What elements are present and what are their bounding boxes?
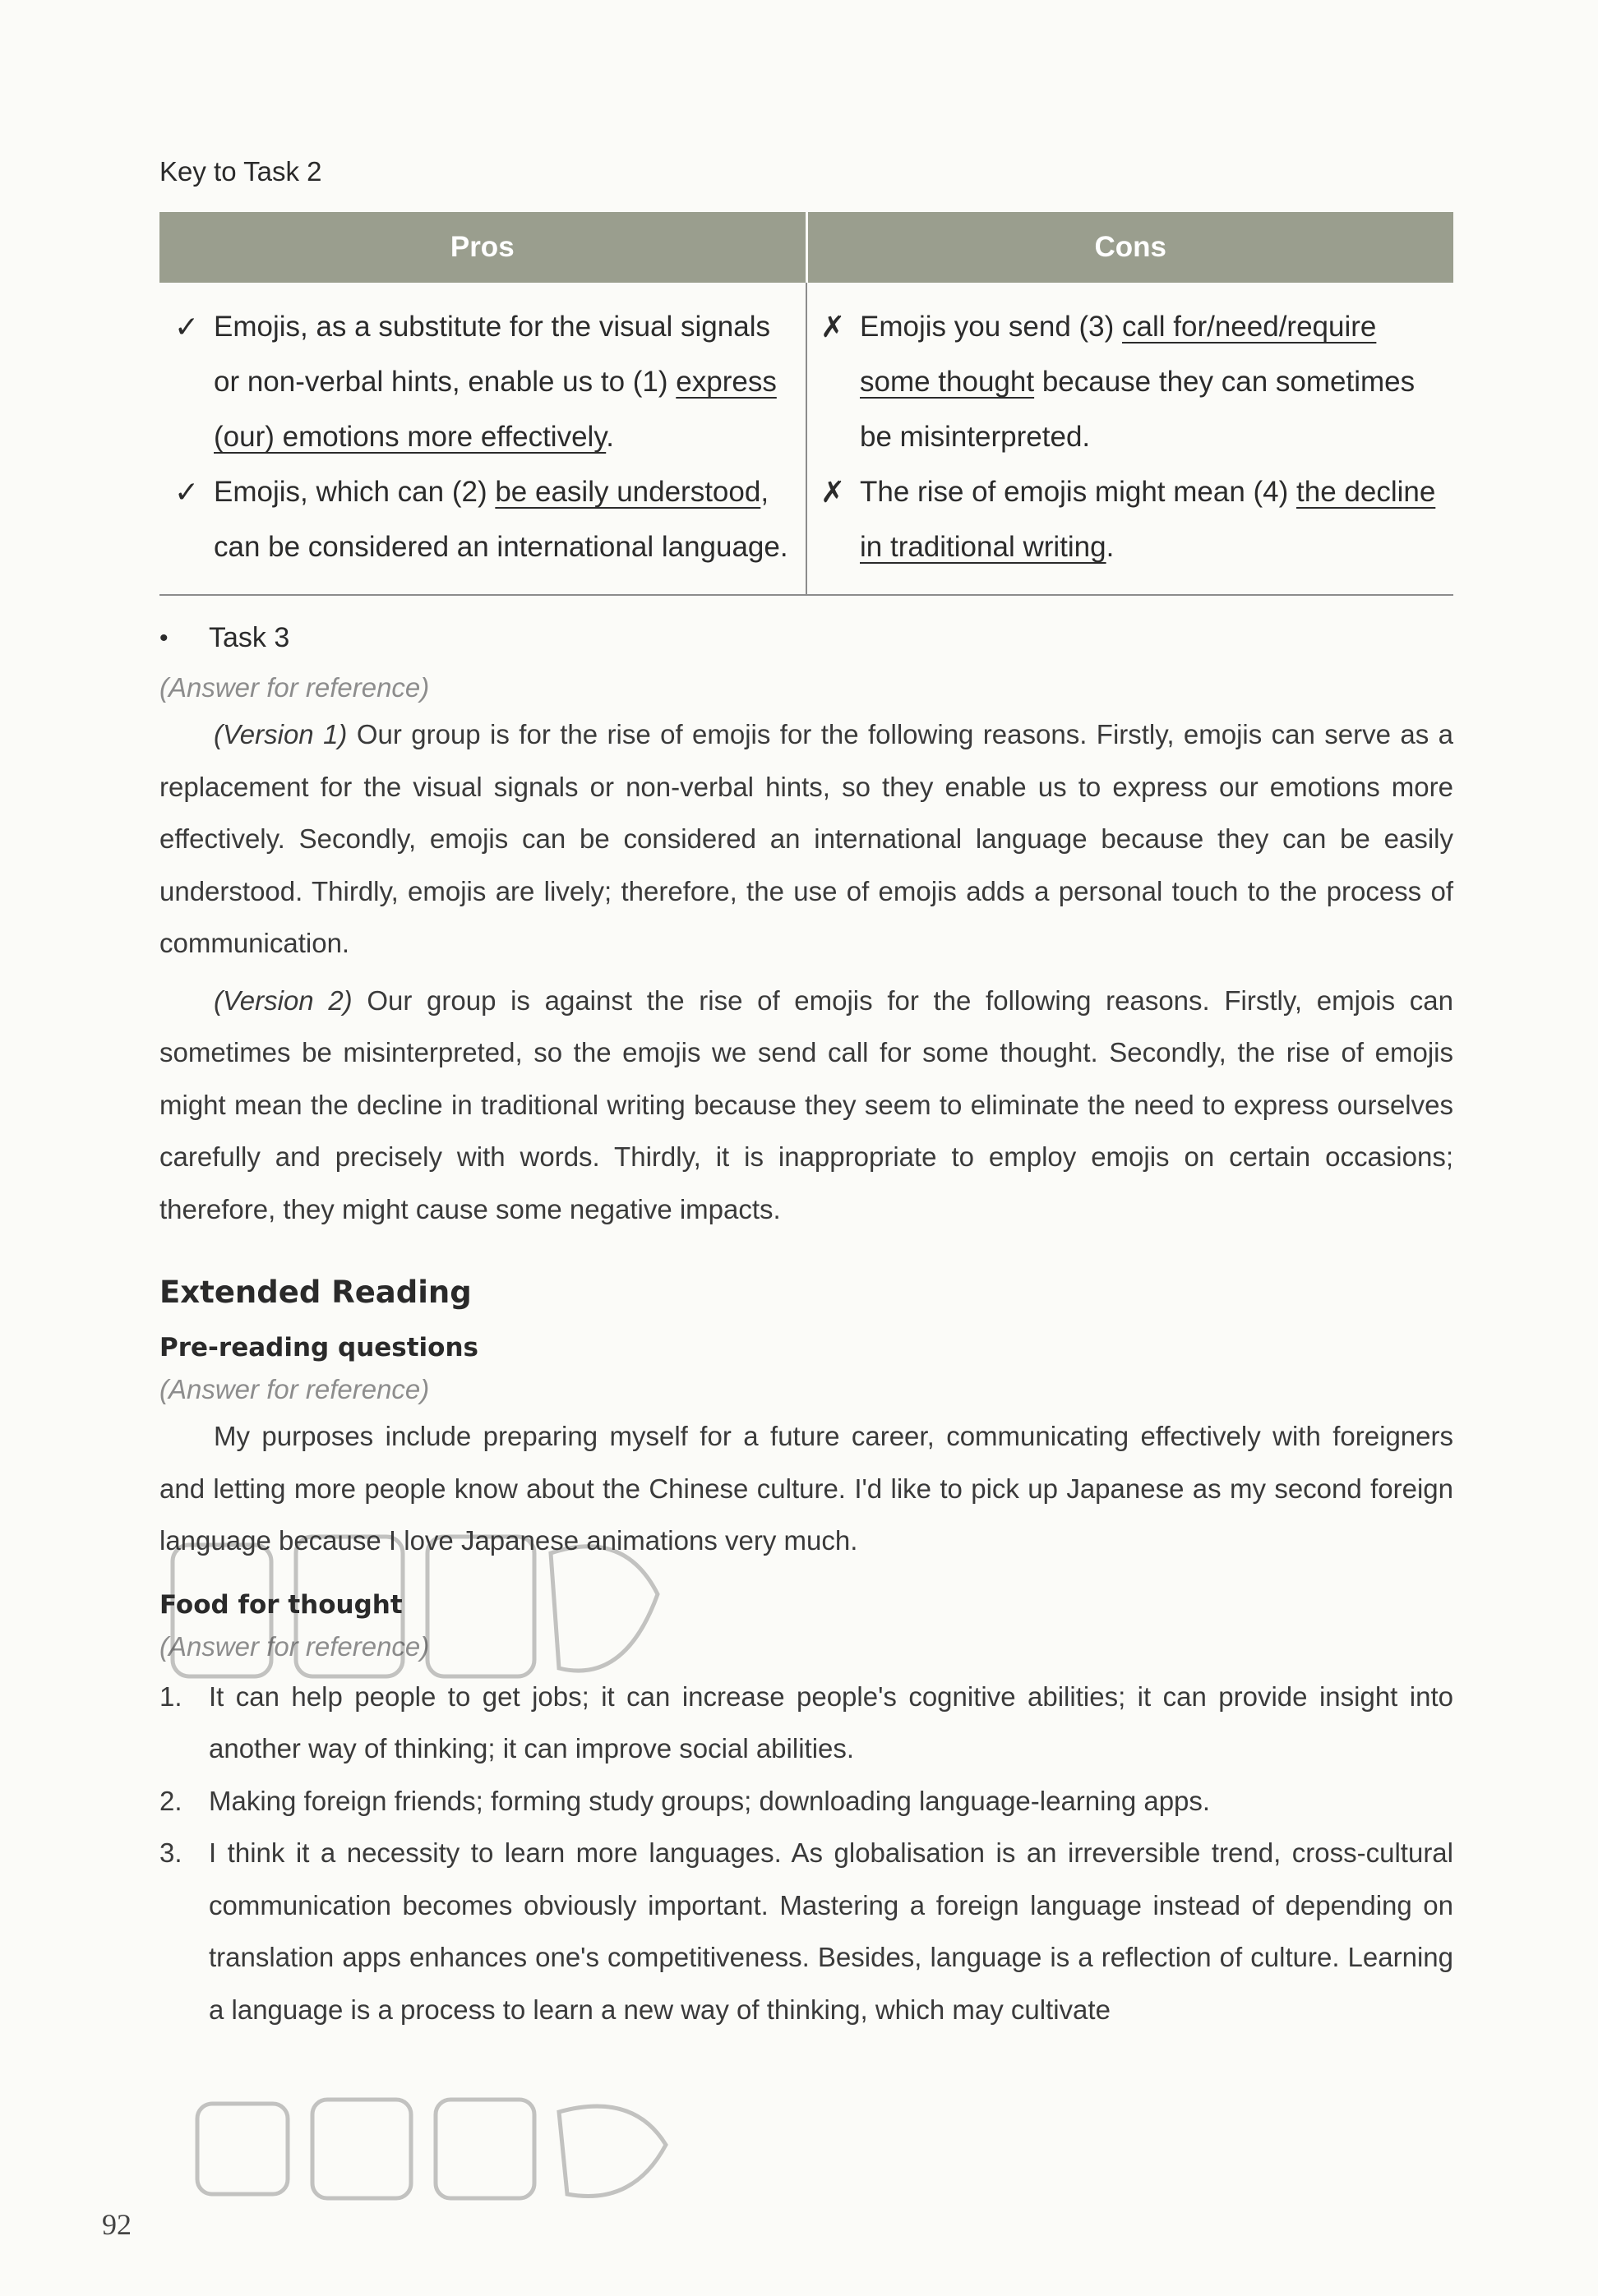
cons-item <box>807 299 1453 464</box>
pros-header: Pros <box>159 212 806 283</box>
pros-item-text: Emojis, which can (2) be easily understood, can be considered an international language. <box>214 476 788 563</box>
list-item <box>159 1671 1453 1775</box>
pros-cell <box>159 283 806 595</box>
food-for-thought-list <box>159 1671 1453 2036</box>
cons-item-text: The rise of emojis might mean (4) the decline in traditional writing. <box>860 476 1436 563</box>
cons-item <box>807 464 1453 574</box>
cons-cell <box>806 283 1453 595</box>
list-text: It can help people to get jobs; it can increase people's cognitive abilities; it can provide insight into another way of thinking; it can improve social abilities. <box>209 1681 1453 1763</box>
answer-blank: be easily understood <box>495 476 761 508</box>
check-icon: ✓ <box>174 475 200 509</box>
pros-item <box>159 464 806 574</box>
task3-title: Task 3 <box>209 622 290 653</box>
key-heading: Key to Task 2 <box>159 156 322 187</box>
page-content <box>159 156 1453 2036</box>
version2-paragraph: (Version 2) Our group is against the rise of emojis for the following reasons. Firstly, emjois can sometimes be misinterpreted, so the emojis we send call for some thought. Secondly, the rise of emojis might mean the decline in traditional writing because they seem to eliminate the need to express ourselves carefully and precisely with words. Thirdly, it is inappropriate to employ emojis on certain occasions; therefore, they might cause some negative impacts. <box>159 984 1453 1224</box>
answer-reference-note: (Answer for reference) <box>159 672 430 703</box>
list-text: I think it a necessity to learn more languages. As globalisation is an irreversible trend, cross-cultural communication becomes obviously important. Mastering a foreign language instead of depending on translation apps enhances one's competitiveness. Besides, language is a reflection of culture. Learning a language is a process to learn a new way of thinking, which may cultivate <box>209 1837 1453 2025</box>
version1-paragraph: (Version 1) Our group is for the rise of emojis for the following reasons. Firstly, emojis can serve as a replacement for the visual signals or non-verbal hints, so they enable us to express our emotions more effectively. Secondly, emojis can be considered an international language because they can be easily understood. Thirdly, emojis are lively; therefore, the use of emojis adds a personal touch to the process of communication. <box>159 719 1453 958</box>
cross-icon: ✗ <box>820 475 846 509</box>
pros-item <box>159 299 806 464</box>
cons-header: Cons <box>806 212 1453 283</box>
pre-reading-title: Pre-reading questions <box>159 1333 478 1362</box>
extended-reading-title: Extended Reading <box>159 1275 472 1310</box>
answer-blank: call for/need/require some thought <box>860 311 1377 398</box>
answer-blank: express (our) emotions more effectively <box>214 366 777 453</box>
cons-item-text: Emojis you send (3) call for/need/require some thought because they can sometimes be misinterpreted. <box>860 311 1416 453</box>
list-item <box>159 1775 1453 1828</box>
check-icon: ✓ <box>174 310 200 343</box>
answer-reference-note: (Answer for reference) <box>159 1374 430 1404</box>
food-for-thought-title: Food for thought <box>159 1589 403 1620</box>
task3-heading <box>159 622 1453 654</box>
list-number: 3. <box>159 1837 182 1868</box>
answer-blank: the decline in traditional writing <box>860 476 1436 563</box>
pre-reading-paragraph: My purposes include preparing myself for a future career, communicating effectively with foreigners and letting more people know about the Chinese culture. I'd like to pick up Japanese as my second foreign language because I love Japanese animations very much. <box>159 1421 1453 1556</box>
pros-cons-table <box>159 212 1453 596</box>
list-item <box>159 1827 1453 2036</box>
answer-reference-note: (Answer for reference) <box>159 1630 430 1662</box>
cross-icon: ✗ <box>820 310 846 343</box>
watermark-icon <box>189 2087 682 2211</box>
pros-item-text: Emojis, as a substitute for the visual signals or non-verbal hints, enable us to (1) express (our) emotions more effectively. <box>214 311 777 453</box>
list-text: Making foreign friends; forming study groups; downloading language-learning apps. <box>209 1785 1211 1816</box>
page-number: 92 <box>102 2208 132 2241</box>
list-number: 2. <box>159 1785 182 1816</box>
list-number: 1. <box>159 1681 182 1712</box>
bullet-icon: • <box>159 624 169 652</box>
